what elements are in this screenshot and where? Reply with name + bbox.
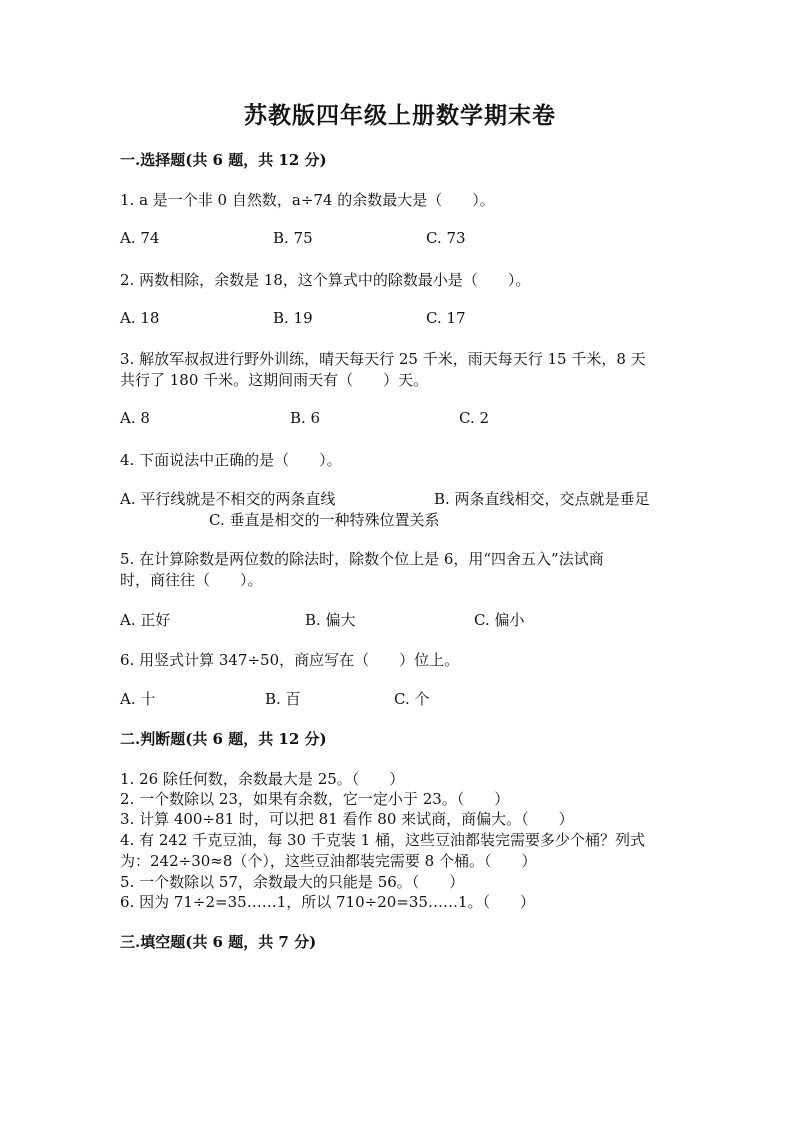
option-c: C. 73 <box>426 229 466 247</box>
option-a: A. 74 <box>120 229 160 247</box>
option-c: C. 偏小 <box>474 611 525 629</box>
question-text: 3. 解放军叔叔进行野外训练，晴天每天行 25 千米，雨天每天行 15 千米，8 天 <box>120 350 646 368</box>
judge-line: 6. 因为 71÷2=35……1，所以 710÷20=35……1。（ ） <box>120 893 535 911</box>
question-text: 4. 下面说法中正确的是（ ）。 <box>120 451 342 469</box>
section-heading-fill: 三.填空题(共 6 题，共 7 分) <box>120 933 317 951</box>
question-text: 共行了 180 千米。这期间雨天有（ ）天。 <box>120 371 429 389</box>
question-text: 6. 用竖式计算 347÷50，商应写在（ ）位上。 <box>120 651 460 669</box>
question-text: 1. a 是一个非 0 自然数，a÷74 的余数最大是（ ）。 <box>120 191 495 209</box>
option-a: A. 十 <box>120 690 156 708</box>
judge-line: 5. 一个数除以 57，余数最大的只能是 56。（ ） <box>120 873 465 891</box>
option-b: B. 75 <box>273 229 313 247</box>
question-text: 2. 两数相除，余数是 18，这个算式中的除数最小是（ ）。 <box>120 271 531 289</box>
option-b: B. 两条直线相交，交点就是垂足 <box>434 490 650 508</box>
judge-line: 为：242÷30≈8（个），这些豆油都装完需要 8 个桶。（ ） <box>120 852 537 870</box>
option-c: C. 个 <box>394 690 430 708</box>
judge-line: 3. 计算 400÷81 时，可以把 81 看作 80 来试商，商偏大。（ ） <box>120 810 574 828</box>
option-c: C. 17 <box>426 309 466 327</box>
option-a: A. 18 <box>120 309 160 327</box>
page-title: 苏教版四年级上册数学期末卷 <box>244 102 556 129</box>
option-c: C. 垂直是相交的一种特殊位置关系 <box>209 511 440 529</box>
option-a: A. 正好 <box>120 611 171 629</box>
option-b: B. 19 <box>273 309 313 327</box>
option-c: C. 2 <box>459 409 490 427</box>
option-b: B. 百 <box>265 690 301 708</box>
question-text: 5. 在计算除数是两位数的除法时，除数个位上是 6，用“四舍五入”法试商 <box>120 550 604 568</box>
section-heading-choice: 一.选择题(共 6 题，共 12 分) <box>120 151 327 169</box>
judge-line: 1. 26 除任何数，余数最大是 25。（ ） <box>120 770 405 788</box>
option-b: B. 偏大 <box>305 611 356 629</box>
section-heading-judge: 二.判断题(共 6 题，共 12 分) <box>120 730 327 748</box>
option-a: A. 8 <box>120 409 150 427</box>
question-text: 时，商往往（ ）。 <box>120 571 263 589</box>
option-a: A. 平行线就是不相交的两条直线 <box>120 490 336 508</box>
judge-line: 4. 有 242 千克豆油，每 30 千克装 1 桶，这些豆油都装完需要多少个桶？列式 <box>120 831 645 849</box>
judge-line: 2. 一个数除以 23，如果有余数，它一定小于 23。（ ） <box>120 790 510 808</box>
option-b: B. 6 <box>290 409 321 427</box>
